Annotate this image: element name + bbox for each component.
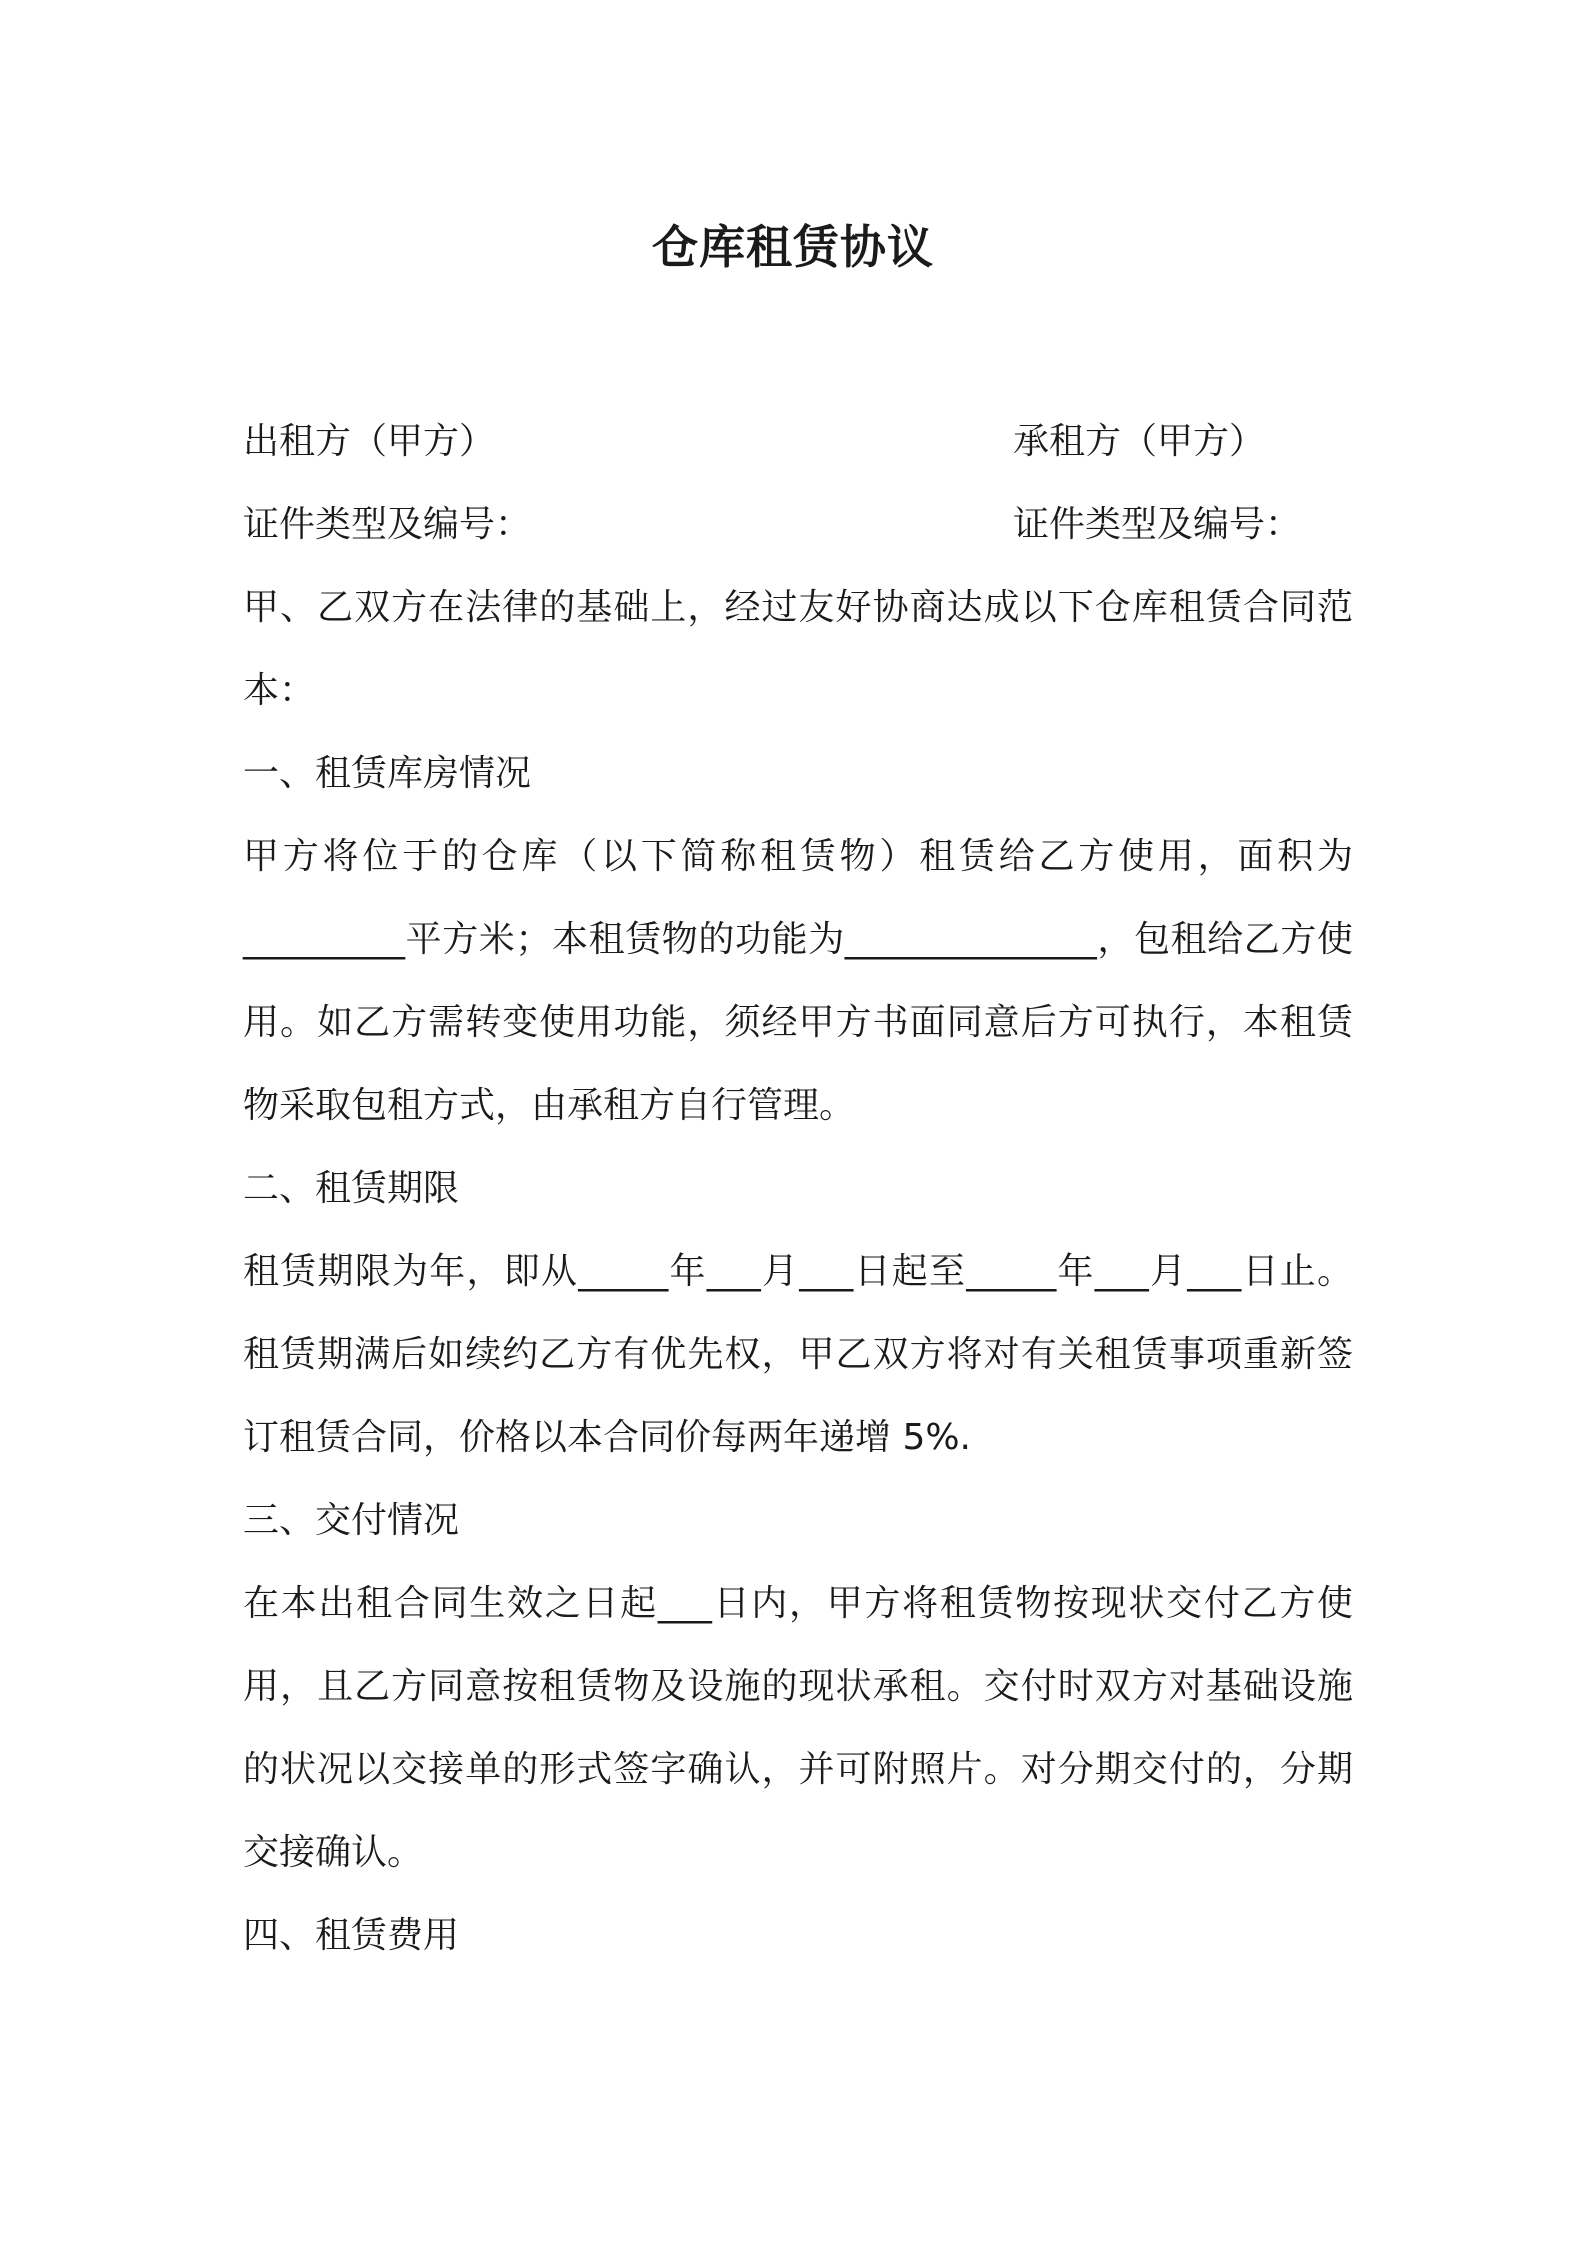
section-body-term: 租赁期限为年，即从_____年___月___日起至_____年___月___日止。租赁期满后如续约乙方有优先权，甲乙双方将对有关租赁事项重新签订租赁合同，价格以本合同价每两年递增 5%.	[243, 1251, 1353, 1458]
section-heading-delivery: 三、交付情况	[243, 1500, 460, 1541]
section-heading-premises: 一、租赁库房情况	[243, 753, 532, 794]
lessee-block	[1013, 400, 1301, 566]
lessor-id-label: 证件类型及编号：	[243, 504, 532, 545]
document-title: 仓库租赁协议	[652, 220, 934, 274]
parties-block	[243, 400, 1353, 566]
document-body	[243, 400, 1353, 1977]
section-heading-term: 二、租赁期限	[243, 1168, 460, 1209]
section-body-premises: 甲方将位于的仓库（以下简称租赁物）租赁给乙方使用，面积为_________平方米；本租赁物的功能为______________，包租给乙方使用。如乙方需转变使用功能，须经甲方书面同意后方可执行，本租赁物采取包租方式，由承租方自行管理。	[243, 836, 1353, 1126]
section-body-delivery: 在本出租合同生效之日起___日内，甲方将租赁物按现状交付乙方使用，且乙方同意按租赁物及设施的现状承租。交付时双方对基础设施的状况以交接单的形式签字确认，并可附照片。对分期交付的，分期交接确认。	[243, 1583, 1353, 1873]
lessee-id-label: 证件类型及编号：	[1013, 504, 1302, 545]
lessor-label: 出租方（甲方）	[243, 421, 496, 462]
intro-paragraph: 甲、乙双方在法律的基础上，经过友好协商达成以下仓库租赁合同范本：	[243, 587, 1353, 711]
lessee-label: 承租方（甲方）	[1013, 421, 1266, 462]
section-heading-fees: 四、租赁费用	[243, 1915, 460, 1956]
lessor-block	[243, 400, 531, 566]
